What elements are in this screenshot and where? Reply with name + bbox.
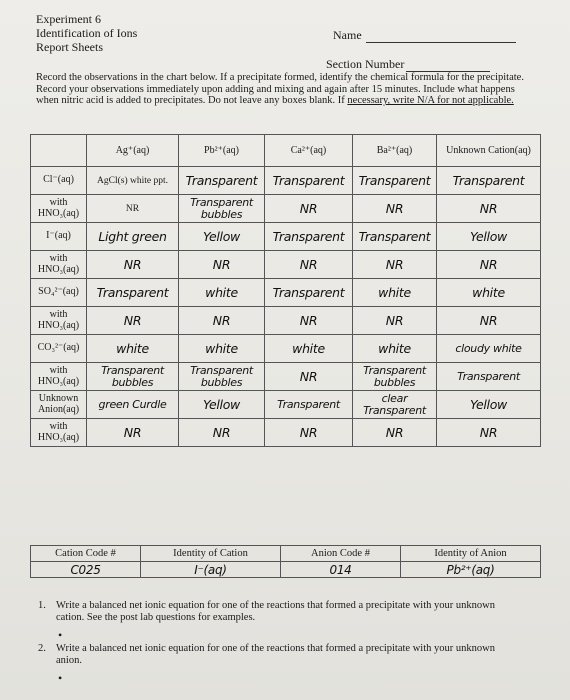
table-cell[interactable]: Yellow bbox=[179, 223, 265, 251]
corner-cell bbox=[31, 135, 87, 167]
row-label: with HNO₃(aq) bbox=[31, 195, 87, 223]
table-cell[interactable]: white bbox=[437, 279, 541, 307]
table-row bbox=[31, 307, 541, 335]
experiment-number: Experiment 6 bbox=[36, 12, 101, 26]
question-1 bbox=[38, 600, 508, 624]
table-cell[interactable]: NR bbox=[353, 307, 437, 335]
table-row bbox=[31, 363, 541, 391]
table-cell[interactable]: NR bbox=[265, 195, 353, 223]
table-cell[interactable]: NR bbox=[179, 307, 265, 335]
table-row bbox=[31, 223, 541, 251]
row-label: CO₃²⁻(aq) bbox=[31, 335, 87, 363]
table-cell[interactable]: NR bbox=[353, 419, 437, 447]
identity-codes-table bbox=[30, 545, 541, 578]
table-cell[interactable]: AgCl(s) white ppt. bbox=[87, 167, 179, 195]
table-cell[interactable]: Transparent bubbles bbox=[87, 363, 179, 391]
table-cell[interactable]: clear Transparent bbox=[353, 391, 437, 419]
row-label: I⁻(aq) bbox=[31, 223, 87, 251]
table-cell[interactable]: cloudy white bbox=[437, 335, 541, 363]
table-row bbox=[31, 279, 541, 307]
cation-identity-header: Identity of Cation bbox=[141, 546, 281, 562]
name-label: Name bbox=[333, 28, 362, 42]
table-row bbox=[31, 195, 541, 223]
table-cell[interactable]: Yellow bbox=[179, 391, 265, 419]
question-2-number: 2. bbox=[38, 643, 46, 654]
table-row bbox=[31, 167, 541, 195]
table-header-row bbox=[31, 135, 541, 167]
instructions-underlined: necessary, write N/A for not applicable. bbox=[347, 95, 514, 107]
codes-value-row bbox=[31, 562, 541, 578]
table-cell[interactable]: Transparent bbox=[265, 279, 353, 307]
table-cell[interactable]: Yellow bbox=[437, 391, 541, 419]
table-cell[interactable]: Transparent bbox=[265, 391, 353, 419]
question-1-number: 1. bbox=[38, 600, 46, 611]
table-cell[interactable]: Transparent bbox=[353, 167, 437, 195]
table-cell[interactable]: Transparent bbox=[353, 223, 437, 251]
instructions-text: Record the observations in the chart below. If a precipitate formed, identify the chemical formula for the precipitate. Record your observations immediately upon adding and mixing and again after 15 minutes. Include what happens when nitric acid is added to precipitates. Do not leave any boxes blank. If bbox=[36, 72, 524, 107]
table-cell[interactable]: white bbox=[179, 279, 265, 307]
table-cell[interactable]: NR bbox=[87, 419, 179, 447]
col-header: Pb²⁺(aq) bbox=[179, 135, 265, 167]
table-cell[interactable]: Transparent bbox=[437, 363, 541, 391]
col-header: Unknown Cation(aq) bbox=[437, 135, 541, 167]
table-cell[interactable]: NR bbox=[353, 195, 437, 223]
observations-table bbox=[30, 134, 541, 447]
table-cell[interactable]: white bbox=[179, 335, 265, 363]
instructions bbox=[36, 72, 536, 107]
anion-code-value[interactable]: 014 bbox=[281, 562, 401, 578]
table-row bbox=[31, 251, 541, 279]
row-label: with HNO₃(aq) bbox=[31, 419, 87, 447]
cation-code-value[interactable]: C025 bbox=[31, 562, 141, 578]
table-cell[interactable]: Transparent bubbles bbox=[179, 363, 265, 391]
table-row bbox=[31, 419, 541, 447]
table-cell[interactable]: NR bbox=[179, 419, 265, 447]
table-cell[interactable]: NR bbox=[437, 195, 541, 223]
row-label: Unknown Anion(aq) bbox=[31, 391, 87, 419]
row-label: SO₄²⁻(aq) bbox=[31, 279, 87, 307]
question-1-text: Write a balanced net ionic equation for one of the reactions that formed a precipitate with your unknown cation. See the post lab questions for examples. bbox=[56, 600, 495, 623]
question-2-text: Write a balanced net ionic equation for one of the reactions that formed a precipitate with your unknown anion. bbox=[56, 643, 495, 666]
table-cell[interactable]: NR bbox=[353, 251, 437, 279]
table-row bbox=[31, 391, 541, 419]
table-cell[interactable]: NR bbox=[265, 363, 353, 391]
name-field[interactable] bbox=[333, 28, 516, 43]
table-cell[interactable]: green Curdle bbox=[87, 391, 179, 419]
table-cell[interactable]: NR bbox=[437, 419, 541, 447]
table-cell[interactable]: NR bbox=[87, 307, 179, 335]
row-label: with HNO₃(aq) bbox=[31, 251, 87, 279]
table-cell[interactable]: NR bbox=[265, 419, 353, 447]
row-label: with HNO₃(aq) bbox=[31, 307, 87, 335]
table-row bbox=[31, 335, 541, 363]
table-cell[interactable]: white bbox=[265, 335, 353, 363]
anion-identity-value[interactable]: Pb²⁺(aq) bbox=[401, 562, 541, 578]
section-number-label: Section Number bbox=[326, 57, 405, 71]
experiment-title: Identification of Ions bbox=[36, 26, 138, 40]
question-2 bbox=[38, 643, 508, 667]
table-cell[interactable]: Transparent bbox=[265, 223, 353, 251]
table-cell[interactable]: Transparent bbox=[179, 167, 265, 195]
report-sheets-label: Report Sheets bbox=[36, 40, 103, 54]
section-number-field[interactable] bbox=[326, 57, 490, 72]
answer-bullet-1[interactable]: • bbox=[58, 628, 63, 642]
row-label: Cl⁻(aq) bbox=[31, 167, 87, 195]
table-cell[interactable]: Transparent bbox=[87, 279, 179, 307]
table-cell[interactable]: Transparent bubbles bbox=[353, 363, 437, 391]
table-cell[interactable]: white bbox=[353, 279, 437, 307]
table-cell[interactable]: NR bbox=[265, 251, 353, 279]
table-cell[interactable]: Light green bbox=[87, 223, 179, 251]
table-cell[interactable]: NR bbox=[265, 307, 353, 335]
col-header: Ba²⁺(aq) bbox=[353, 135, 437, 167]
table-cell[interactable]: Transparent bbox=[437, 167, 541, 195]
table-cell[interactable]: white bbox=[353, 335, 437, 363]
col-header: Ca²⁺(aq) bbox=[265, 135, 353, 167]
table-cell[interactable]: white bbox=[87, 335, 179, 363]
anion-code-header: Anion Code # bbox=[281, 546, 401, 562]
table-cell[interactable]: Transparent bbox=[265, 167, 353, 195]
anion-identity-header: Identity of Anion bbox=[401, 546, 541, 562]
table-cell[interactable]: NR bbox=[87, 195, 179, 223]
cation-identity-value[interactable]: I⁻(aq) bbox=[141, 562, 281, 578]
table-cell[interactable]: NR bbox=[87, 251, 179, 279]
table-cell[interactable]: NR bbox=[437, 251, 541, 279]
cation-code-header: Cation Code # bbox=[31, 546, 141, 562]
codes-header-row bbox=[31, 546, 541, 562]
table-cell[interactable]: Transparent bubbles bbox=[179, 195, 265, 223]
table-cell[interactable]: Yellow bbox=[437, 223, 541, 251]
row-label: with HNO₃(aq) bbox=[31, 363, 87, 391]
table-cell[interactable]: NR bbox=[179, 251, 265, 279]
col-header: Ag⁺(aq) bbox=[87, 135, 179, 167]
answer-bullet-2[interactable]: • bbox=[58, 671, 63, 685]
table-cell[interactable]: NR bbox=[437, 307, 541, 335]
